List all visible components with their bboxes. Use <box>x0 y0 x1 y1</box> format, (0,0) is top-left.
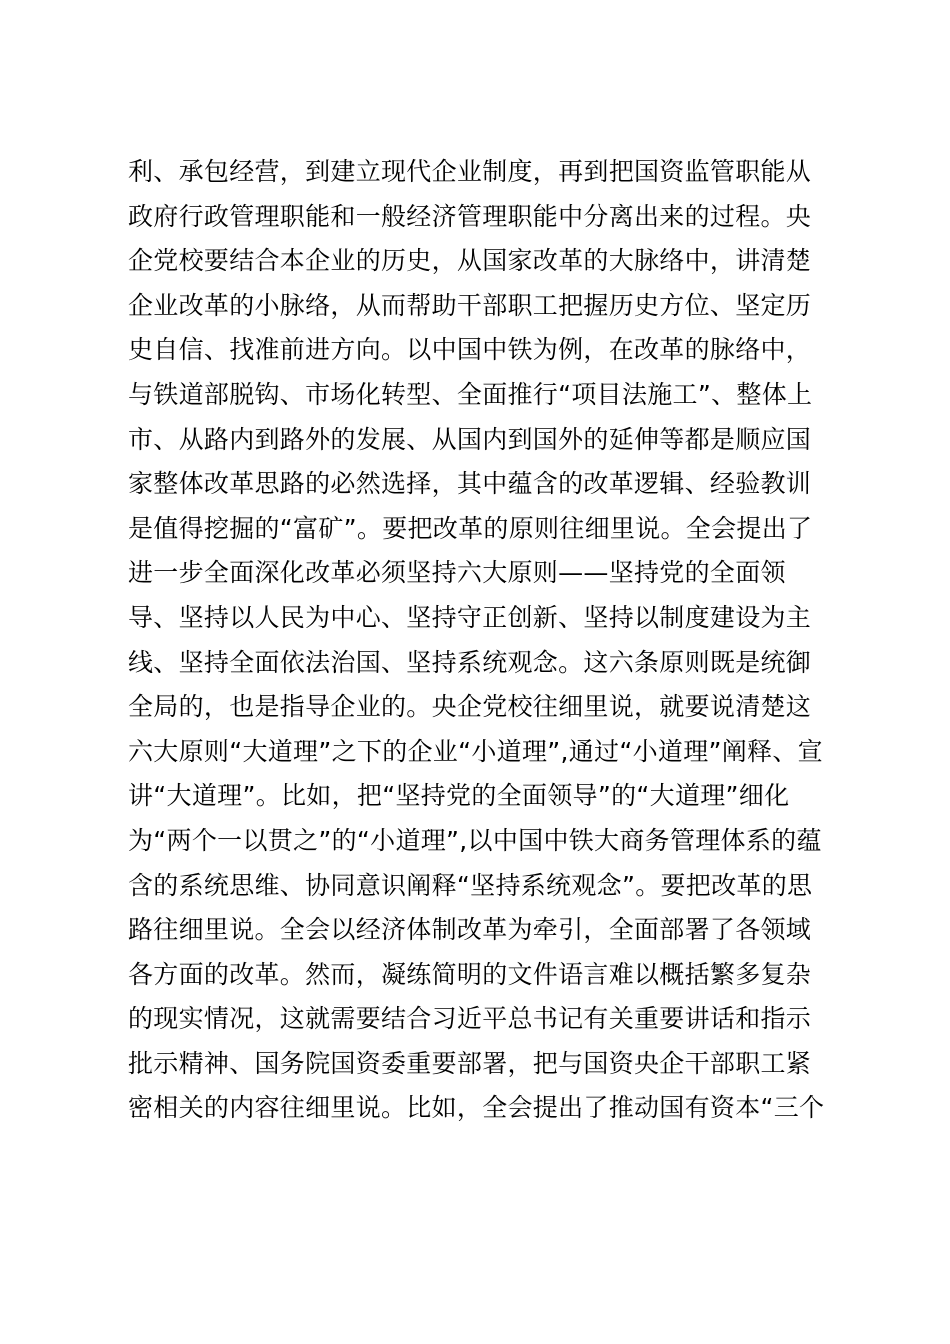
body-text <box>128 150 828 1131</box>
text-line: 全局的，也是指导企业的。央企党校往细里说，就要说清楚这 <box>128 692 812 722</box>
text-line: 六大原则“大道理”之下的企业“小道理”,通过“小道理”阐释、宣 <box>128 736 823 766</box>
text-line: 的现实情况，这就需要结合习近平总书记有关重要讲话和指示 <box>128 1004 812 1034</box>
text-line: 导、坚持以人民为中心、坚持守正创新、坚持以制度建设为主 <box>128 602 812 632</box>
text-line: 批示精神、国务院国资委重要部署，把与国资央企干部职工紧 <box>128 1048 812 1078</box>
text-line: 密相关的内容往细里说。比如，全会提出了推动国有资本“三个 <box>128 1093 825 1123</box>
text-line: 市、从路内到路外的发展、从国内到国外的延伸等都是顺应国 <box>128 424 812 454</box>
text-line: 路往细里说。全会以经济体制改革为牵引，全面部署了各领域 <box>128 915 812 945</box>
text-line: 含的系统思维、协同意识阐释“坚持系统观念”。要把改革的思 <box>128 870 813 900</box>
text-line: 利、承包经营，到建立现代企业制度，再到把国资监管职能从 <box>128 157 812 186</box>
text-line: 各方面的改革。然而，凝练简明的文件语言难以概括繁多复杂 <box>128 959 812 989</box>
text-line: 企党校要结合本企业的历史，从国家改革的大脉络中，讲清楚 <box>128 246 812 276</box>
text-line: 讲“大道理”。比如，把“坚持党的全面领导”的“大道理”细化 <box>128 781 790 811</box>
text-line: 史自信、找准前进方向。以中国中铁为例，在改革的脉络中， <box>128 335 812 365</box>
text-line: 企业改革的小脉络，从而帮助干部职工把握历史方位、坚定历 <box>128 290 812 320</box>
text-line: 线、坚持全面依法治国、坚持系统观念。这六条原则既是统御 <box>128 647 812 677</box>
text-line: 与铁道部脱钩、市场化转型、全面推行“项目法施工”、整体上 <box>128 379 813 409</box>
text-line: 家整体改革思路的必然选择，其中蕴含的改革逻辑、经验教训 <box>128 469 812 499</box>
text-line: 为“两个一以贯之”的“小道理”,以中国中铁大商务管理体系的蕴 <box>128 825 822 855</box>
text-line: 进一步全面深化改革必须坚持六大原则——坚持党的全面领 <box>128 558 786 588</box>
text-line: 政府行政管理职能和一般经济管理职能中分离出来的过程。央 <box>128 201 812 231</box>
text-line: 是值得挖掘的“富矿”。要把改革的原则往细里说。全会提出了 <box>128 513 813 543</box>
